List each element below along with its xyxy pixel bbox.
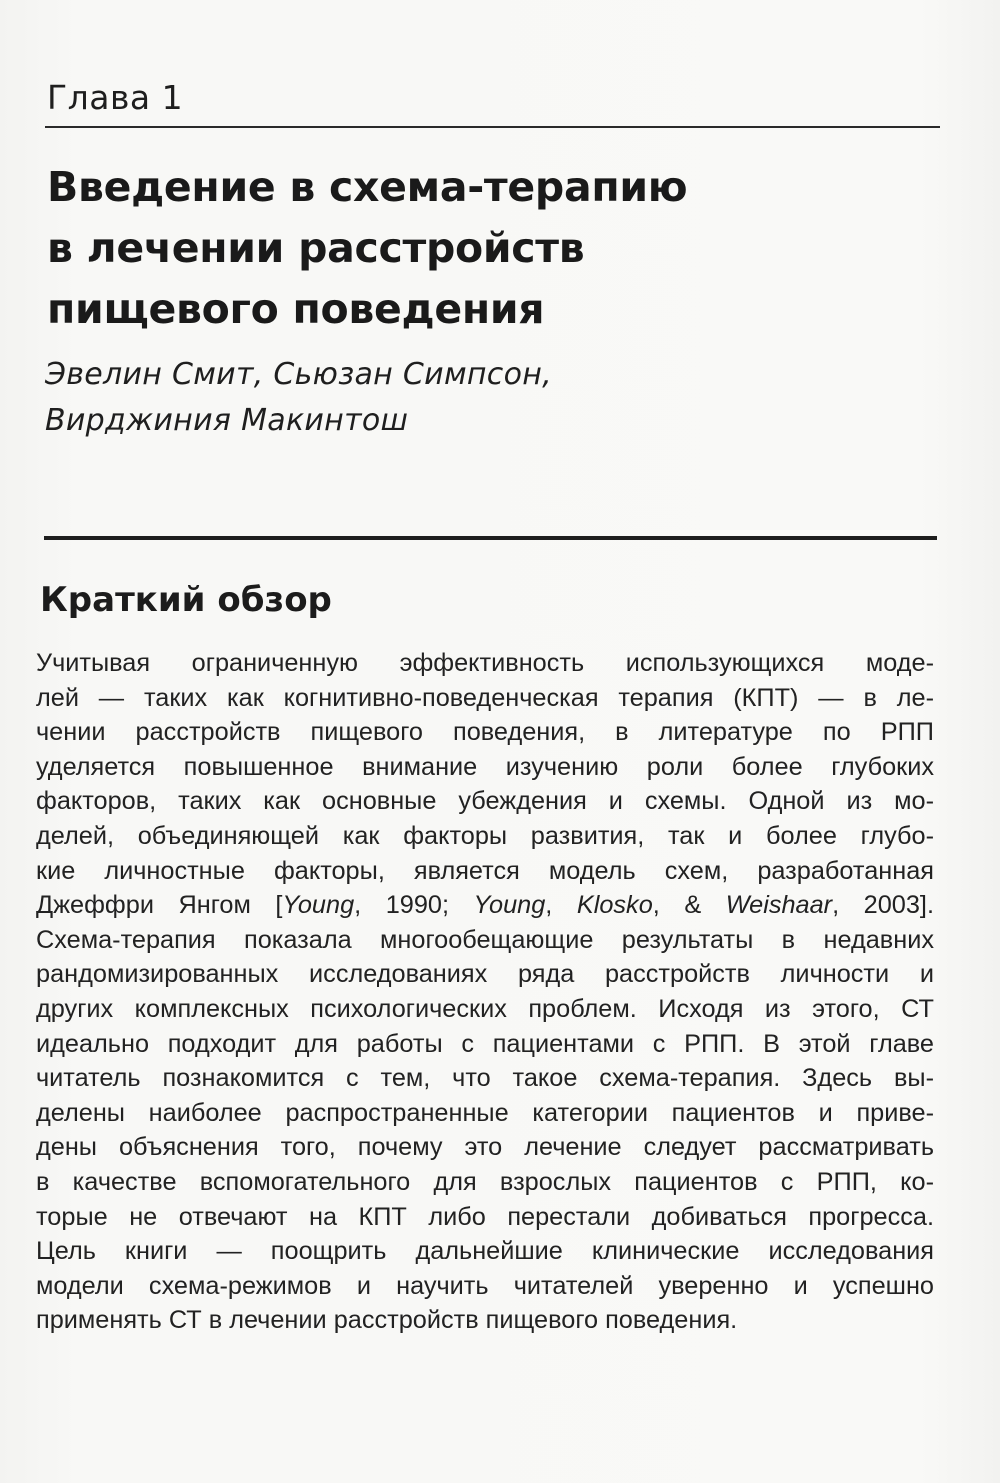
paragraph-line: уделяется повышенное внимание изучению роли более глубоких xyxy=(36,752,934,781)
paragraph-line: рандомизированных исследованиях ряда расстройств личности и xyxy=(36,960,934,989)
authors-line: Эвелин Смит, Сьюзан Симпсон, xyxy=(45,357,552,392)
citation-author: Young xyxy=(282,891,355,920)
paragraph-line: читатель познакомится с тем, что такое схема-терапия. Здесь вы- xyxy=(36,1064,934,1093)
chapter-title-line: в лечении расстройств xyxy=(47,224,585,272)
paragraph-line: Цель книги — поощрить дальнейшие клинические исследования xyxy=(36,1237,934,1266)
paragraph-line: идеально подходит для работы с пациентами с РПП. В этой главе xyxy=(36,1029,934,1058)
paragraph-line: модели схема-режимов и научить читателей уверенно и успешно xyxy=(36,1271,934,1300)
paragraph-line-citation: Джеффри Янгом [Young, 1990; Young, Klosko, & Weishaar, 2003]. xyxy=(36,891,934,920)
section-divider xyxy=(44,536,937,540)
chapter-title xyxy=(47,157,927,340)
citation-author: Weishaar xyxy=(725,891,833,920)
chapter-authors xyxy=(45,352,925,444)
paragraph-line: применять СТ в лечении расстройств пищевого поведения. xyxy=(36,1306,738,1335)
authors-line: Вирджиния Макинтош xyxy=(45,403,409,438)
chapter-title-line: Введение в схема-терапию xyxy=(47,163,688,211)
paragraph-line: чении расстройств пищевого поведения, в литературе по РПП xyxy=(36,718,934,747)
paragraph-line: делены наиболее распространенные категории пациентов и приве- xyxy=(36,1098,934,1127)
paragraph-line: дены объяснения того, почему это лечение следует рассматривать xyxy=(36,1133,934,1162)
chapter-label: Глава 1 xyxy=(47,78,184,117)
paragraph-line: лей — таких как когнитивно-поведенческая терапия (КПТ) — в ле- xyxy=(36,683,934,712)
paragraph-line: Схема-терапия показала многообещающие результаты в недавних xyxy=(36,925,934,954)
section-heading: Краткий обзор xyxy=(40,580,332,620)
paragraph-line: других комплексных психологических проблем. Исходя из этого, СТ xyxy=(36,994,934,1023)
paragraph-line: факторов, таких как основные убеждения и схемы. Одной из мо- xyxy=(36,787,934,816)
paragraph-line: в качестве вспомогательного для взрослых пациентов с РПП, ко- xyxy=(36,1167,934,1196)
chapter-divider xyxy=(45,126,940,128)
paragraph-line: кие личностные факторы, является модель схем, разработанная xyxy=(36,856,934,885)
citation-author: Young xyxy=(473,891,546,920)
abstract-paragraph xyxy=(36,646,934,1338)
paragraph-line: Учитывая ограниченную эффективность использующихся моде- xyxy=(36,649,934,677)
chapter-title-line: пищевого поведения xyxy=(47,285,545,333)
citation-author: Klosko xyxy=(576,891,653,920)
paragraph-line: торые не отвечают на КПТ либо перестали добиваться прогресса. xyxy=(36,1202,934,1231)
paragraph-line: делей, объединяющей как факторы развития, так и более глубо- xyxy=(36,821,934,850)
